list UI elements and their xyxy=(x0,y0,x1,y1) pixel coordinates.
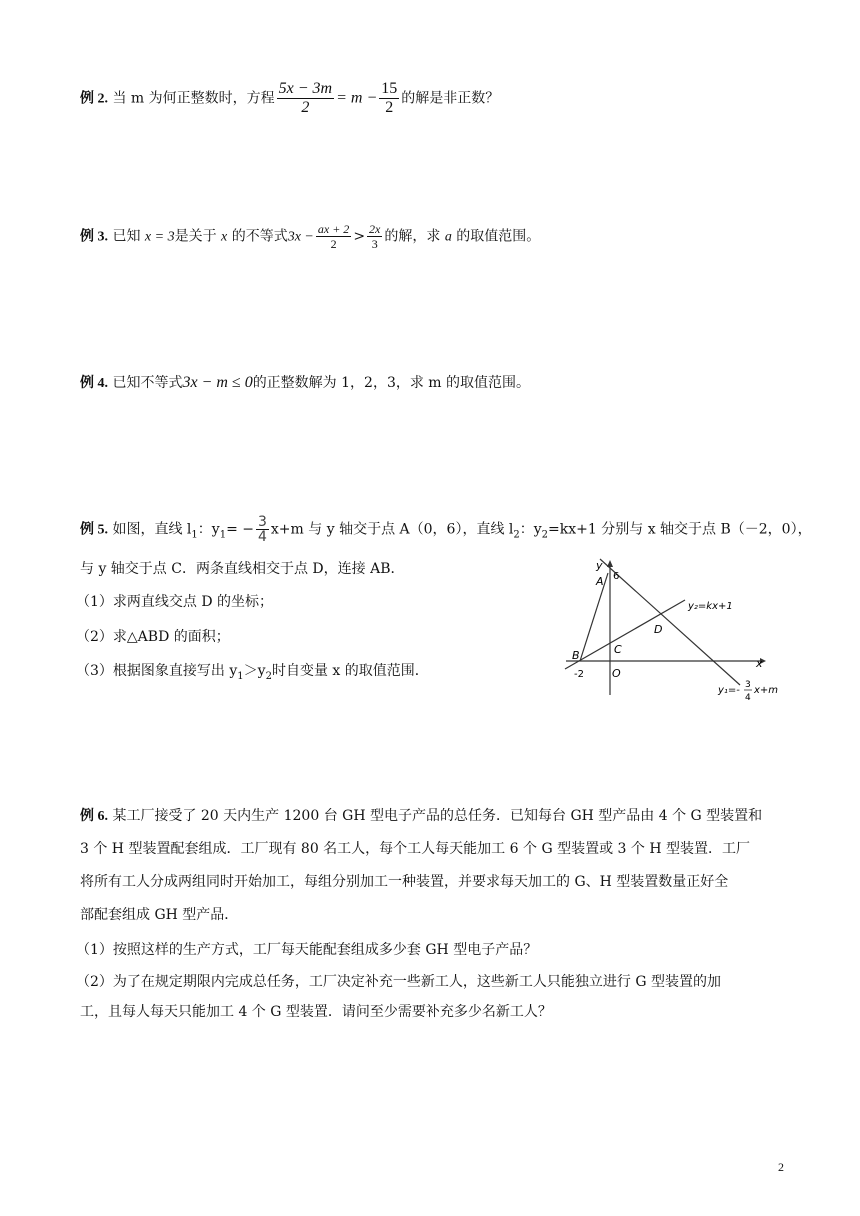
lhs-denominator: 2 xyxy=(301,99,310,116)
example-3-text-1: 已知 xyxy=(112,228,141,245)
equation-middle: = m − xyxy=(336,89,378,107)
label-y1-prefix: y₁=- xyxy=(718,685,740,696)
equation-rhs-fraction xyxy=(379,80,399,117)
example-3-text-2: 是关于 xyxy=(174,228,217,245)
subscript-2b: 2 xyxy=(541,529,549,541)
example-5-question-3 xyxy=(76,660,429,688)
example-6-line-2: 3 个 H 型装置配套组成．工厂现有 80 名工人，每个工人每天能加工 6 个 G 型装置或 3 个 H 型装置．工厂 xyxy=(80,841,750,857)
inequality-fraction-2 xyxy=(367,222,382,251)
example-4-question: 的正整数解为 1，2，3，求 m 的取值范围。 xyxy=(252,375,531,391)
subscript-1b: 1 xyxy=(219,529,227,541)
rhs-denominator: 2 xyxy=(385,99,394,116)
example-2-text: 当 m 为何正整数时，方程 xyxy=(112,90,275,107)
inequality-left: 3x − xyxy=(287,229,314,245)
example-5-label: 例 5. xyxy=(80,522,108,538)
fraction-1-denominator: 2 xyxy=(330,237,337,251)
inequality: 3x − m ≤ 0 xyxy=(182,374,253,391)
fraction-2-denominator: 3 xyxy=(371,237,378,251)
example-6-line-3: 将所有工人分成两组同时开始加工，每组分别加工一种装置，并要求每天加工的 G、H 型装置数量正好全 xyxy=(80,874,729,890)
label-A: A xyxy=(596,575,604,588)
example-3-label: 例 3. xyxy=(80,229,108,245)
example-5-question-2: （2）求△ABD 的面积； xyxy=(76,629,230,645)
subscript-1: 1 xyxy=(191,529,198,541)
lhs-numerator: 5x − 3m xyxy=(278,80,333,97)
coordinate-graph xyxy=(560,555,790,705)
subscript-2: 2 xyxy=(513,529,520,541)
rhs-numerator: 15 xyxy=(381,80,398,97)
example-2-label: 例 2. xyxy=(80,91,108,107)
fraction-2-numerator: 2x xyxy=(369,222,381,236)
line-l1-text: 如图，直线 l xyxy=(112,521,192,538)
line-y1 xyxy=(600,559,740,685)
example-5-question-1: （1）求两直线交点 D 的坐标； xyxy=(76,594,274,610)
example-6-line-4: 部配套组成 GH 型产品． xyxy=(80,907,239,923)
example-5-line-1 xyxy=(80,515,812,546)
page-number: 2 xyxy=(778,1160,784,1174)
equals-minus: = − xyxy=(226,521,254,538)
y2-text: ：y xyxy=(519,521,542,538)
greater-than-sign: > xyxy=(353,228,366,245)
example-3-text-4: 的解，求 xyxy=(384,228,441,245)
fraction-1-numerator: ax + 2 xyxy=(317,222,350,236)
example-6-line-1 xyxy=(80,805,762,828)
example-4 xyxy=(80,372,530,395)
example-3 xyxy=(80,222,540,251)
example-5-line-2: 与 y 轴交于点 C．两条直线相交于点 D，连接 AB． xyxy=(80,561,405,577)
slope-numerator: 3 xyxy=(257,514,267,530)
example-6-question-1: （1）按照这样的生产方式，工厂每天能配套组成多少套 GH 型电子产品？ xyxy=(76,942,538,958)
label-y1-denominator: 4 xyxy=(745,693,751,703)
label-6: 6 xyxy=(613,571,620,582)
q3-text-b: ＞y xyxy=(243,663,266,679)
slope-denominator: 4 xyxy=(257,529,267,545)
label-x: x xyxy=(756,657,763,670)
y1-text: ：y xyxy=(197,521,220,538)
line-y2 xyxy=(565,600,685,669)
condition-x-equals-3: x = 3 xyxy=(144,229,175,245)
label-y: y xyxy=(596,559,603,572)
label-O: O xyxy=(612,667,621,680)
example-2-question: 的解是非正数？ xyxy=(401,90,500,107)
example-3-question: 的取值范围。 xyxy=(456,228,541,245)
variable-a: a xyxy=(444,229,452,245)
label-C: C xyxy=(614,643,622,656)
example-4-label: 例 4. xyxy=(80,376,108,391)
q3-text-a: （3）根据图象直接写出 y xyxy=(76,663,238,679)
equation-lhs-fraction xyxy=(277,80,334,117)
segment-AB xyxy=(580,573,608,661)
slope-fraction xyxy=(256,515,269,544)
line-l1-rest: x+m 与 y 轴交于点 A（0，6），直线 l xyxy=(270,521,514,538)
line-l2-rest: =kx+1 分别与 x 轴交于点 B（－2，0）， xyxy=(548,521,812,538)
example-6-question-2b: 工，且每人每天只能加工 4 个 G 型装置．请问至少需要补充多少名新工人？ xyxy=(80,1004,552,1020)
example-4-text: 已知不等式 xyxy=(112,375,183,391)
q3-sub-2: 2 xyxy=(265,670,272,682)
q3-sub-1: 1 xyxy=(237,670,244,682)
example-6-text-1: 某工厂接受了 20 天内生产 1200 台 GH 型电子产品的总任务．已知每台 GH 型产品由 4 个 G 型装置和 xyxy=(112,808,763,824)
label-minus-2: -2 xyxy=(574,669,584,680)
inequality-fraction-1 xyxy=(316,222,351,251)
example-6-question-2a: （2）为了在规定期限内完成总任务，工厂决定补充一些新工人，这些新工人只能独立进行 G 型装置的加 xyxy=(76,974,721,990)
label-y1-numerator: 3 xyxy=(745,680,751,690)
example-3-text-3: 的不等式 xyxy=(231,228,288,245)
label-y1-suffix: x+m xyxy=(754,685,779,696)
variable-x: x xyxy=(221,229,228,245)
label-B: B xyxy=(572,649,580,662)
label-y2-equation: y₂=kx+1 xyxy=(688,601,733,612)
example-2 xyxy=(80,80,499,117)
label-D: D xyxy=(654,623,663,636)
q3-text-c: 时自变量 x 的取值范围． xyxy=(271,663,429,679)
example-6-label: 例 6. xyxy=(80,809,108,824)
